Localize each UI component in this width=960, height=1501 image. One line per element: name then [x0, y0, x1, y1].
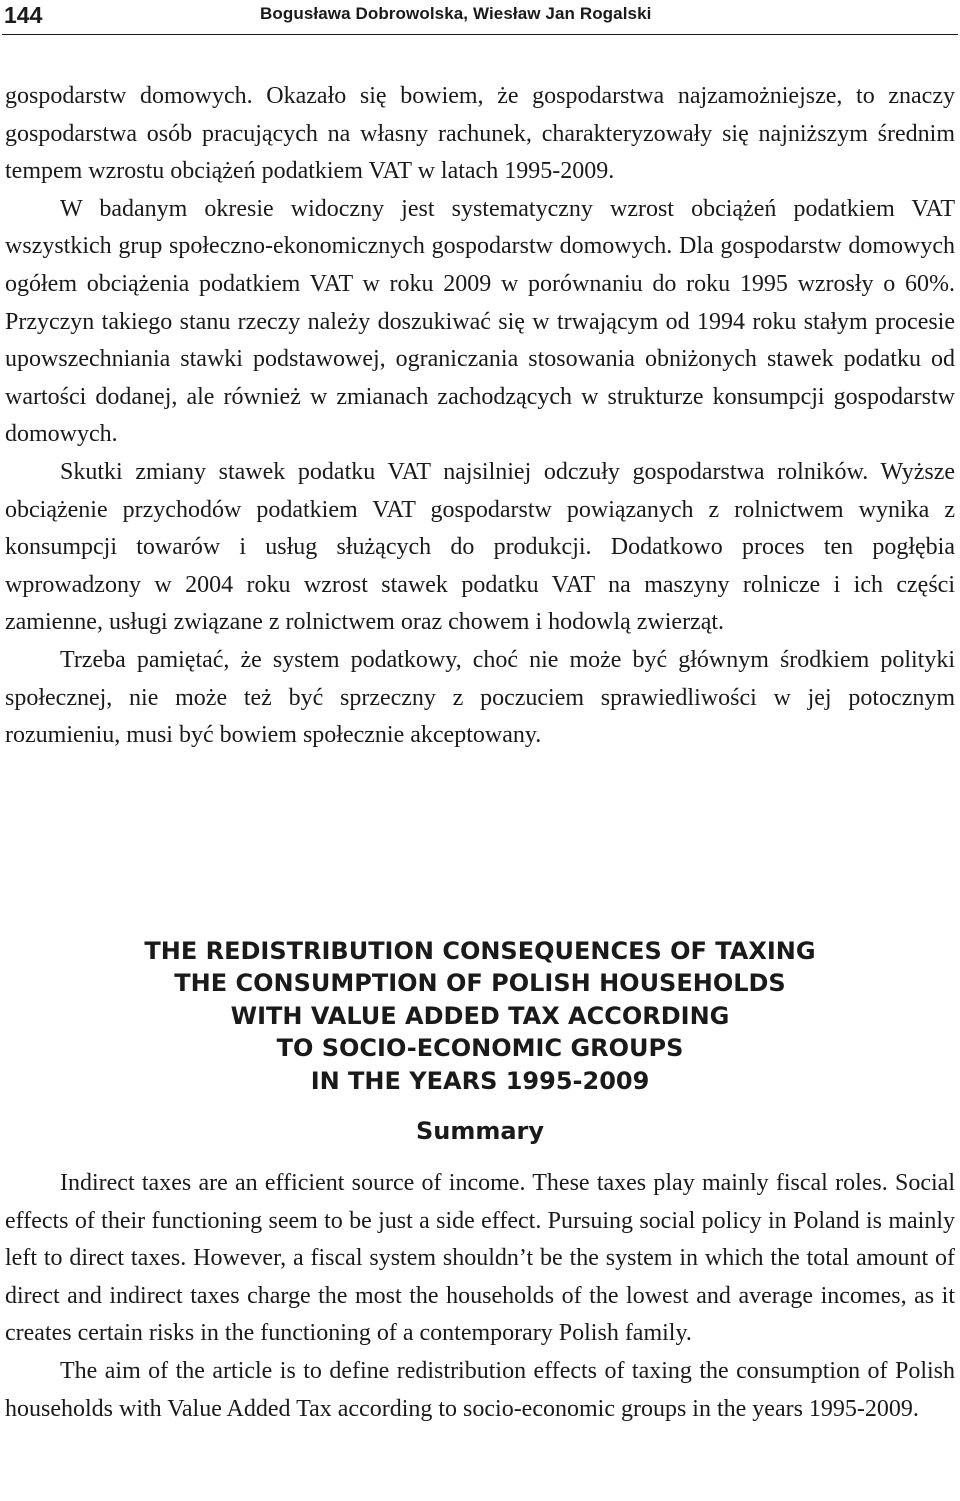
summary-heading: Summary: [415, 1117, 545, 1145]
running-head-authors: Bogusława Dobrowolska, Wiesław Jan Rogalski: [260, 4, 652, 23]
title-line: WITH VALUE ADDED TAX ACCORDING: [230, 1001, 730, 1030]
english-summary-text: [5, 1165, 955, 1428]
title-line: THE REDISTRIBUTION CONSEQUENCES OF TAXING: [144, 937, 816, 965]
paragraph: Skutki zmiany stawek podatku VAT najsilniej odczuły gospodarstwa rolników. Wyższe obciążenie przychodów podatkiem VAT gospodarstw powiązanych z rolnictwem wynika z konsumpcji towarów i usług służących do produkcji. Dodatkowo proces ten pogłębia wprowadzony w 2004 roku wzrost stawek podatku VAT na maszyny rolnicze i ich części zamienne, usługi związane z rolnictwem oraz chowem i hodowlą zwierząt.: [5, 458, 955, 636]
paragraph: Indirect taxes are an efficient source of income. These taxes play mainly fiscal roles. Social effects of their functioning seem to be just a side effect. Pursuing social policy in Poland is mainly left to direct taxes. However, a fiscal system shouldn’t be the system in which the total amount of direct and indirect taxes charge the most the households of the lowest and average incomes, as it creates certain risks in the functioning of a contemporary Polish family.: [5, 1170, 955, 1347]
running-header: [2, 0, 958, 35]
paragraph: The aim of the article is to define redistribution effects of taxing the consumption of Polish households with Value Added Tax according to socio-economic groups in the years 1995-2009.: [5, 1357, 955, 1422]
title-line: IN THE YEARS 1995-2009: [310, 1066, 650, 1095]
page-number: 144: [4, 2, 43, 28]
english-title: [0, 935, 960, 1097]
polish-body-text: [5, 78, 955, 755]
title-line: THE CONSUMPTION OF POLISH HOUSEHOLDS: [174, 969, 786, 998]
title-line: TO SOCIO-ECONOMIC GROUPS: [276, 1034, 684, 1063]
paragraph-continuation: gospodarstw domowych. Okazało się bowiem, że gospodarstwa najzamożniejsze, to znaczy gospodarstwa osób pracujących na własny rachunek, charakteryzowały się najniższym średnim tempem wzrostu obciążeń podatkiem VAT w latach 1995-2009.: [5, 83, 955, 185]
paragraph: W badanym okresie widoczny jest systematyczny wzrost obciążeń podatkiem VAT wszystkich grup społeczno-ekonomicznych gospodarstw domowych. Dla gospodarstw domowych ogółem obciążenia podatkiem VAT w roku 2009 w porównaniu do roku 1995 wzrosły o 60%. Przyczyn takiego stanu rzeczy należy doszukiwać się w trwającym od 1994 roku stałym procesie upowszechniania stawki podstawowej, ograniczania stosowania obniżonych stawek podatku od wartości dodanej, ale również w zmianach zachodzących w strukturze konsumpcji gospodarstw domowych.: [5, 195, 955, 448]
paragraph: Trzeba pamiętać, że system podatkowy, choć nie może być głównym środkiem polityki społecznej, nie może też być sprzeczny z poczuciem sprawiedliwości w jej potocznym rozumieniu, musi być bowiem społecznie akceptowany.: [5, 646, 955, 749]
